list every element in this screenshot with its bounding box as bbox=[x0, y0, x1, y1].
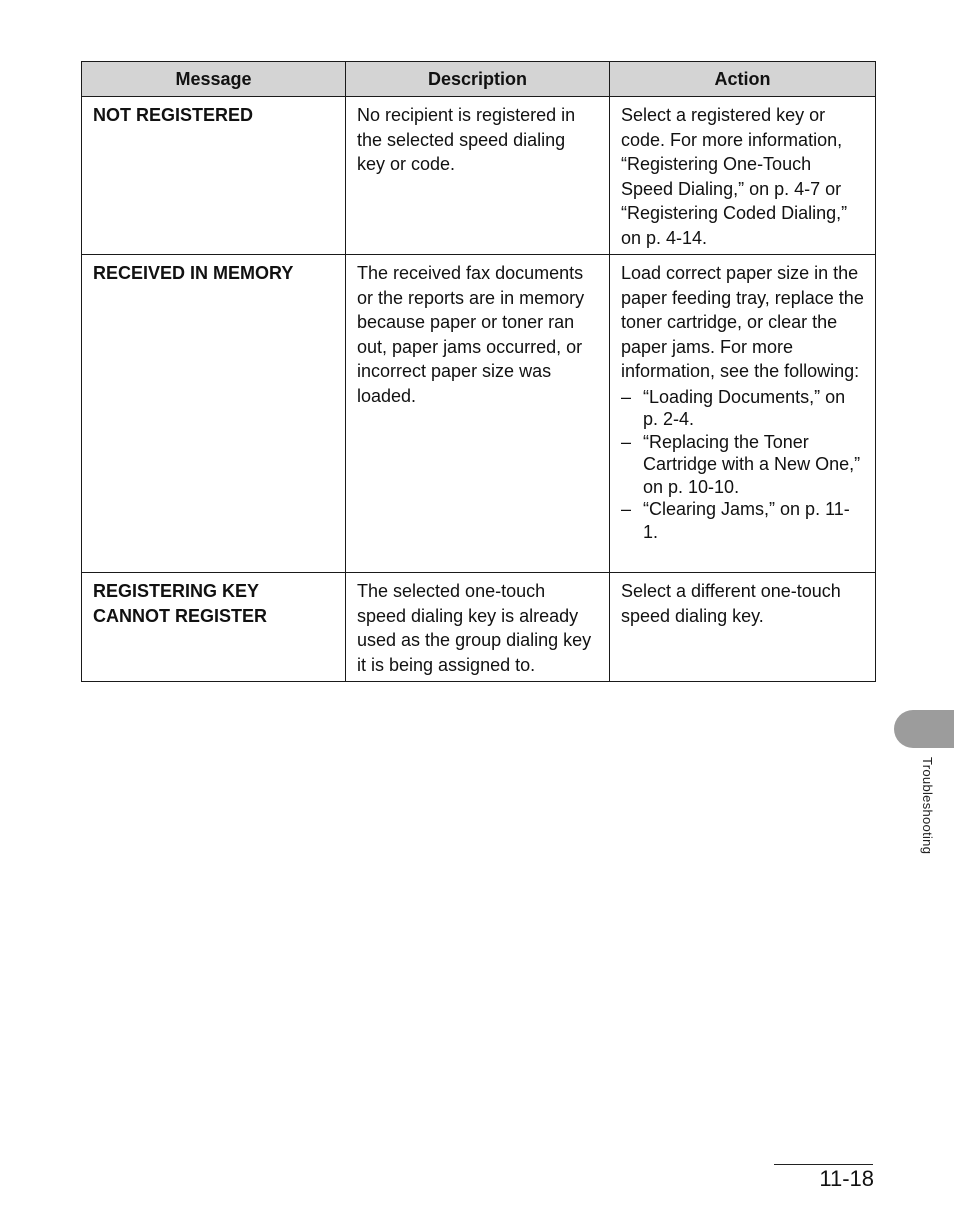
table-row bbox=[82, 97, 876, 255]
page-number-rule bbox=[774, 1164, 873, 1165]
table-row bbox=[82, 573, 876, 682]
list-item bbox=[621, 431, 864, 499]
header-message: Message bbox=[82, 62, 346, 97]
list-item-text: “Replacing the Toner Cartridge with a New One,” on p. 10-10. bbox=[643, 431, 861, 497]
description-cell: No recipient is registered in the selected speed dialing key or code. bbox=[346, 97, 610, 255]
action-cell: Select a registered key or code. For more information, “Registering One-Touch Speed Dialing,” on p. 4-7 or “Registering Coded Dialing,” on p. 4-14. bbox=[610, 97, 876, 255]
description-cell: The selected one-touch speed dialing key is already used as the group dialing key it is being assigned to. bbox=[346, 573, 610, 682]
list-dash: – bbox=[621, 386, 632, 407]
page-number: 11-18 bbox=[819, 1166, 874, 1191]
list-item-text: “Loading Documents,” on p. 2-4. bbox=[643, 386, 846, 429]
action-cell bbox=[610, 255, 876, 573]
table-header-row bbox=[82, 62, 876, 97]
chapter-tab-label: Troubleshooting bbox=[920, 757, 935, 855]
list-item-text: “Clearing Jams,” on p. 11-1. bbox=[643, 499, 850, 542]
message-cell: NOT REGISTERED bbox=[82, 97, 346, 255]
list-item bbox=[621, 386, 864, 431]
message-table bbox=[81, 61, 876, 682]
message-cell: REGISTERING KEY CANNOT REGISTER bbox=[82, 573, 346, 682]
action-cell: Select a different one-touch speed dialing key. bbox=[610, 573, 876, 682]
action-text: Load correct paper size in the paper feeding tray, replace the toner cartridge, or clear the paper jams. For more information, see the following: bbox=[621, 263, 864, 381]
chapter-tab bbox=[894, 710, 954, 748]
list-dash: – bbox=[621, 431, 632, 452]
list-item bbox=[621, 498, 864, 543]
header-action: Action bbox=[610, 62, 876, 97]
message-cell: RECEIVED IN MEMORY bbox=[82, 255, 346, 573]
action-reference-list bbox=[621, 386, 864, 544]
list-dash: – bbox=[621, 499, 632, 519]
table-row bbox=[82, 255, 876, 573]
header-description: Description bbox=[346, 62, 610, 97]
description-cell: The received fax documents or the reports are in memory because paper or toner ran out, paper jams occurred, or incorrect paper size was loaded. bbox=[346, 255, 610, 573]
